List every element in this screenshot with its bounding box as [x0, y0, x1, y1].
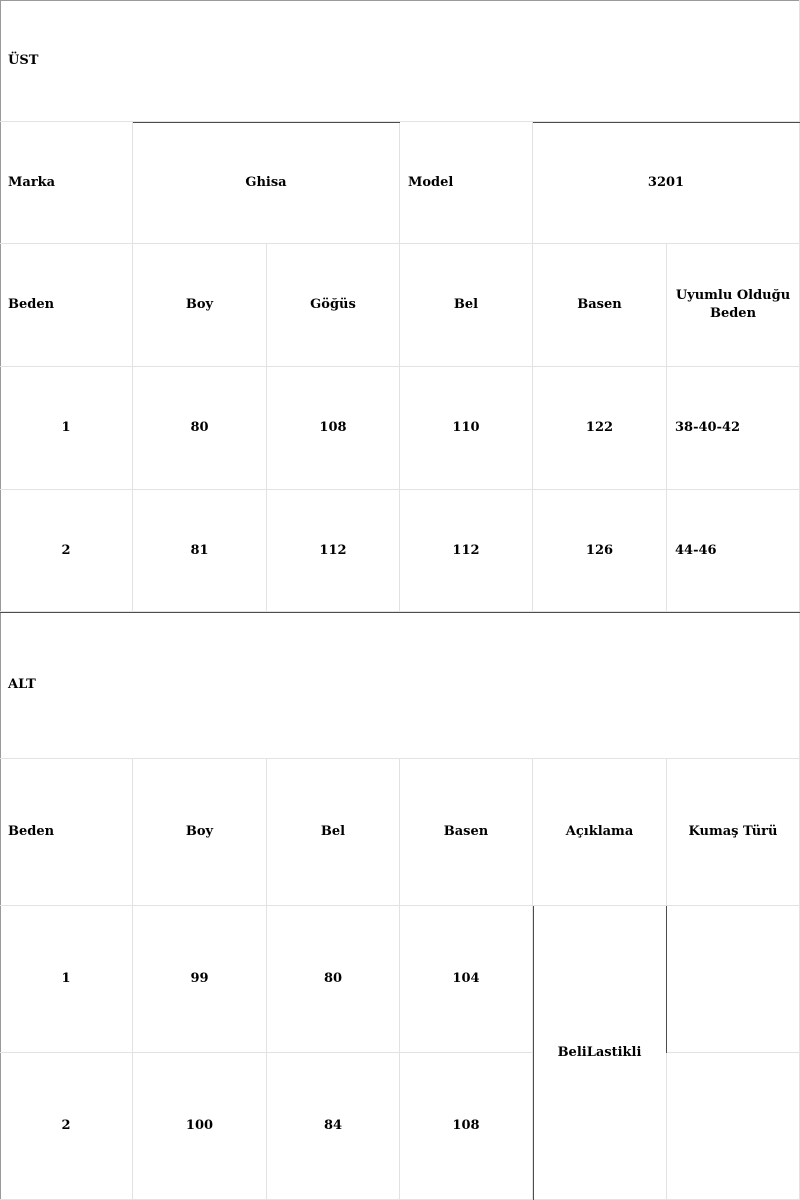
top-section-title: ÜST — [0, 0, 800, 122]
top-row1-waist: 110 — [400, 367, 533, 490]
bottom-row1-length: 99 — [133, 906, 267, 1053]
bottom-row2-hip: 108 — [400, 1053, 533, 1200]
top-header-size: Beden — [0, 244, 133, 367]
top-row2-chest: 112 — [267, 490, 400, 612]
top-row2-fit-size: 44-46 — [667, 490, 800, 612]
top-row2-length: 81 — [133, 490, 267, 612]
top-header-waist: Bel — [400, 244, 533, 367]
top-header-chest: Göğüs — [267, 244, 400, 367]
section-divider — [0, 612, 800, 613]
model-label: Model — [400, 122, 533, 244]
top-row1-size: 1 — [0, 367, 133, 490]
brand-value: Ghisa — [133, 122, 400, 244]
bottom-fabric-empty-cell — [667, 1053, 800, 1200]
bottom-fabric-value — [667, 906, 800, 1053]
description-right-divider — [666, 906, 667, 1053]
top-header-length: Boy — [133, 244, 267, 367]
top-row2-waist: 112 — [400, 490, 533, 612]
brand-row-top-divider — [133, 122, 400, 123]
top-row1-chest: 108 — [267, 367, 400, 490]
bottom-header-length: Boy — [133, 759, 267, 906]
bottom-row2-length: 100 — [133, 1053, 267, 1200]
bottom-header-waist: Bel — [267, 759, 400, 906]
top-row1-fit-size: 38-40-42 — [667, 367, 800, 490]
bottom-row2-waist: 84 — [267, 1053, 400, 1200]
brand-label: Marka — [0, 122, 133, 244]
top-row1-hip: 122 — [533, 367, 667, 490]
bottom-row1-hip: 104 — [400, 906, 533, 1053]
bottom-header-hip: Basen — [400, 759, 533, 906]
top-header-hip: Basen — [533, 244, 667, 367]
bottom-header-size: Beden — [0, 759, 133, 906]
model-row-top-divider — [533, 122, 800, 123]
bottom-header-description: Açıklama — [533, 759, 667, 906]
bottom-section-title: ALT — [0, 612, 800, 759]
description-left-divider — [533, 906, 534, 1200]
top-row2-hip: 126 — [533, 490, 667, 612]
bottom-row2-size: 2 — [0, 1053, 133, 1200]
model-value: 3201 — [533, 122, 800, 244]
bottom-row1-size: 1 — [0, 906, 133, 1053]
top-row1-length: 80 — [133, 367, 267, 490]
bottom-description-value: BeliLastikli — [533, 906, 667, 1200]
bottom-header-fabric: Kumaş Türü — [667, 759, 800, 906]
top-row2-size: 2 — [0, 490, 133, 612]
bottom-row1-waist: 80 — [267, 906, 400, 1053]
top-header-fit-size: Uyumlu Olduğu Beden — [667, 244, 800, 367]
